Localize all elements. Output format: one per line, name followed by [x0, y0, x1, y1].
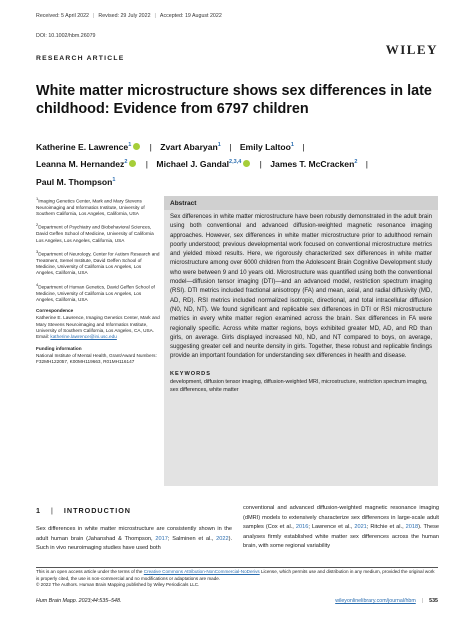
affiliation-marker: 1	[290, 142, 294, 148]
author-separator: |	[365, 159, 369, 170]
date-separator: |	[154, 13, 156, 19]
affiliations	[36, 196, 160, 370]
body-column-left: Sex differences in white matter microstructure are consistently shown in the adult human brain (Jahanshad & Thompson, 2017; Salminen et al., 2022). Such in vivo neuroimaging studies have used both	[36, 526, 233, 551]
affiliation-4: $^4$Department of Human Genetics, David Geffen School of Medicine, University of California Los Angeles, Los Angeles, California, USA	[36, 281, 155, 302]
author-separator: |	[259, 159, 262, 170]
reference-link[interactable]: 2018	[405, 524, 419, 530]
affiliation-marker: 1	[128, 142, 132, 148]
author-name[interactable]: Paul M. Thompson	[36, 176, 113, 187]
journal-citation: Hum Brain Mapp. 2023;44:535–548.	[36, 598, 122, 604]
revised-date: Revised: 29 July 2022	[98, 13, 151, 19]
affiliation-3: $^3$Department of Neurology, Center for Autism Research and Treatment, Semel Institute, David Geffen School of Medicine, University of California Los Angeles, Los Angeles, California, USA	[36, 248, 160, 276]
author-separator: |	[229, 141, 232, 152]
author-name[interactable]: Michael J. Gandal	[156, 159, 230, 170]
body-column-right: conventional and advanced diffusion-weighted magnetic resonance imaging (dMRI) models to extensively characterize sex differences in large-scale adult samples (Cox et al., 2016; Lawrence et al., 2021; Ritchie et al., 2018). These analyses firmly established white matter sex differences across the human brain, with some regional variability	[243, 505, 440, 549]
author-name[interactable]: Emily Laltoo	[239, 141, 291, 152]
keywords-heading: KEYWORDS	[170, 370, 211, 377]
orcid-icon[interactable]	[243, 160, 250, 167]
keywords-text: development, diffusion tensor imaging, diffusion-weighted MRI, microstructure, restriction spectrum imaging, sex differences, white matter	[170, 378, 428, 393]
affiliation-1: $^1$Imaging Genetics Center, Mark and Mary Stevens Neuroimaging and Informatics Institute, University of Southern California, Los Angeles, California, USA	[36, 196, 145, 217]
funding-heading: Funding information	[36, 345, 82, 351]
abstract-box	[164, 196, 438, 486]
page-footer: Hum Brain Mapp. 2023;44:535–548. wileyonlinelibrary.com/journal/hbm | 535	[36, 598, 438, 604]
author-list	[36, 138, 436, 190]
publisher-logo: WILEY	[385, 42, 438, 57]
license-notice: This is an open access article under the terms of the Creative Commons Attribution-NonCommercial-NoDerivs License, which permits use and distribution in any medium, provided the original work is properly cited, the use is non-commercial and no modifications or adaptations are made. © 2022 The Authors. Human Brain Mapping published by Wiley Periodicals LLC.	[36, 569, 435, 587]
reference-link[interactable]: 2017	[155, 535, 168, 542]
date-separator: |	[93, 13, 95, 19]
correspondence-text: Katherine E. Lawrence, Imaging Genetics Center, Mark and Mary Stevens Neuroimaging and Informatics Institute, University of Southern California, Los Angeles, CA, USA. Email: katherine.lawrence@ini.usc.edu	[36, 315, 160, 340]
author-name[interactable]: Leanna M. Hernandez	[36, 159, 125, 170]
reference-link[interactable]: 2022	[216, 535, 229, 542]
author-separator: |	[145, 159, 149, 170]
article-type: RESEARCH ARTICLE	[36, 55, 125, 62]
doi[interactable]: DOI: 10.1002/hbm.26079	[36, 33, 96, 39]
divider	[36, 567, 438, 568]
affiliation-marker: 1	[217, 142, 221, 148]
email-link[interactable]: katherine.lawrence@ini.usc.edu	[50, 334, 117, 340]
correspondence-heading: Correspondence	[36, 308, 74, 314]
funding-text: National Institute of Mental Health, Grant/Award Numbers: F32MH122057, K00MH119663, R01MH116147	[36, 352, 157, 365]
author-separator: |	[302, 141, 305, 152]
affiliation-2: $^2$Department of Psychiatry and Biobehavioral Sciences, David Geffen School of Medicine, University of California Los Angeles, Los Angeles, California, USA	[36, 222, 154, 243]
orcid-icon[interactable]	[133, 143, 140, 150]
affiliation-marker: 2,3,4	[229, 159, 242, 166]
author-name[interactable]: Katherine E. Lawrence	[36, 141, 129, 152]
reference-link[interactable]: 2021	[354, 524, 367, 530]
affiliation-marker: 1	[112, 176, 116, 183]
copyright: © 2022 The Authors. Human Brain Mapping published by Wiley Periodicals LLC.	[36, 582, 200, 587]
accepted-date: Accepted: 19 August 2022	[159, 13, 222, 19]
reference-link[interactable]: 2016	[295, 524, 309, 530]
article-title: White matter microstructure shows sex differences in late childhood: Evidence from 6797 children	[36, 83, 432, 117]
affiliation-marker: 2	[124, 159, 128, 166]
abstract-text: Sex differences in white matter microstructure have been robustly demonstrated in the adult brain using both conventional and advanced diffusion-weighted magnetic resonance imaging approaches. However, sex differences in white matter microstructure prior to adulthood remain poorly understood; previous developmental work focused on conventional microstructure metrics and yielded mixed results. Here, we rigorously characterized sex differences in white matter microstructure among over 6000 children from the Adolescent Brain Cognitive Development study who were between 9 and 10 years old. Microstructure was quantified using both the conventional model—diffusion tensor imaging (DTI)—and an advanced model, restriction spectrum imaging (RSI). DTI metrics included fractional anisotropy (FA) and mean, axial, and radial diffusivity (MD, AD, RD). RSI metrics included normalized isotropic, directional, and total intracellular diffusion (N0, ND, NT). We found significant and replicable sex differences in DTI or RSI microstructure metrics in every white matter region examined across the brain. Sex differences in FA were regionally specific. Across white matter regions, boys exhibited greater MD, AD, and RD than girls, on average. Girls displayed increased N0, ND, and NT compared to boys, on average, suggesting greater cell and neurite density in girls. Together, these robust and replicable findings provide an important foundation for understanding sex differences in health and disease.	[170, 214, 432, 360]
page-number: 535	[429, 598, 438, 604]
author-name[interactable]: Zvart Abaryan	[160, 141, 218, 152]
received-date: Received: 5 April 2022	[36, 13, 90, 19]
orcid-icon[interactable]	[129, 160, 136, 167]
article-dates	[36, 13, 222, 19]
author-name[interactable]: James T. McCracken	[270, 159, 355, 170]
author-separator: |	[149, 141, 152, 152]
journal-url[interactable]: wileyonlinelibrary.com/journal/hbm	[335, 598, 416, 604]
affiliation-marker: 2	[354, 159, 358, 166]
license-link[interactable]: Creative Commons Attribution-NonCommercial-NoDerivs	[143, 569, 260, 574]
abstract-heading: Abstract	[164, 196, 438, 210]
section-heading: 1 | INTRODUCTION	[36, 506, 131, 515]
